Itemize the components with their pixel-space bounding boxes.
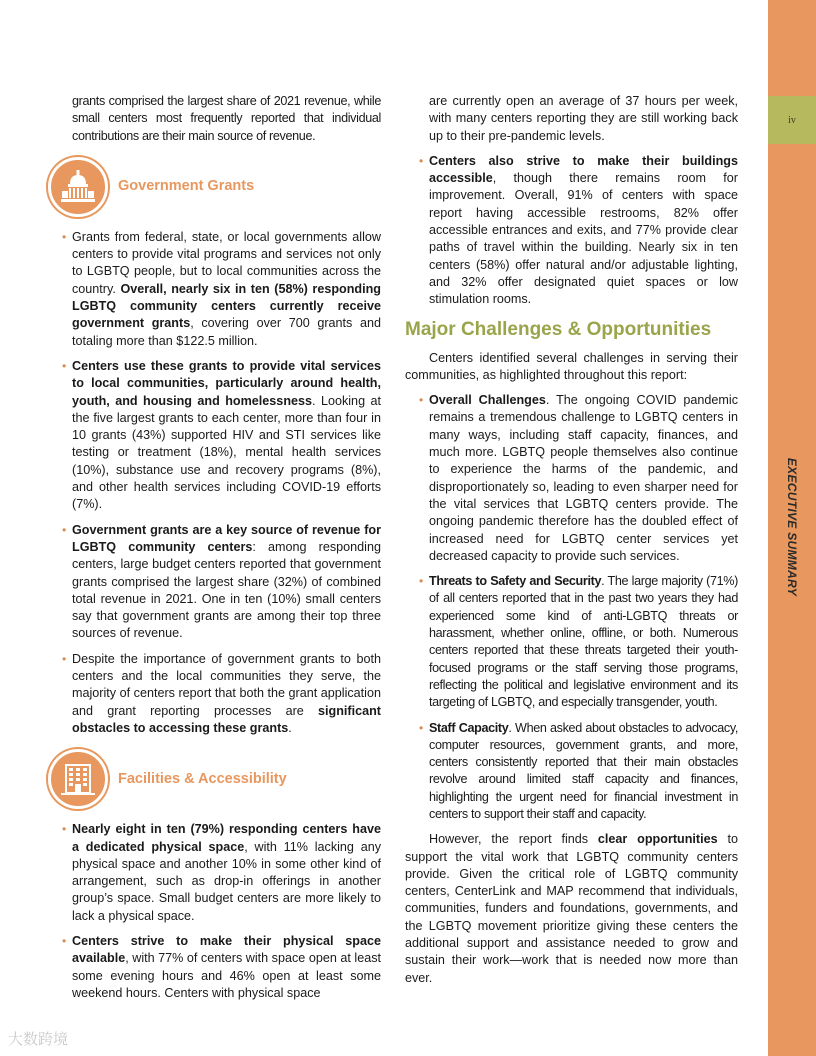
item-text: Despite the importance of government grants to both centers and the local communities they serve, the majority of centers report that both the grant application and grant reporting processes are (72, 651, 381, 718)
item-bold: Overall Challenges (429, 393, 546, 408)
item-text: . When asked about obstacles to advocacy, computer resources, government grants, and more, centers consistently reported that their main obstacles revolve around limited staff capacity and finances, highlighting the urgent need for financial investment in centers to support their staff and capacity. (429, 720, 738, 821)
item-bold: Government grants are a key source of revenue for LGBTQ community centers (72, 522, 381, 554)
item-text: Grants from federal, state, or local governments allow centers to provide vital programs and services not only to LGBTQ people, but to local communities across the country. (72, 229, 381, 296)
page-number-tab (768, 96, 816, 144)
item-bold: clear opportunities (597, 832, 718, 847)
capitol-building-icon (48, 157, 108, 217)
item-text: . Looking at the five largest grants to each center, more than four in 10 grants (43%) supported HIV and STI services like testing or treatment (18%), mental health services (10%), substance use and recovery programs (8%), and other health services including COVID-19 efforts (7%). (72, 393, 381, 512)
access-item-1 (405, 153, 738, 309)
item-bold: Centers use these grants to provide vital services to local communities, particularly around health, youth, and housing and homelessness (72, 358, 381, 408)
major-heading: Major Challenges & Opportunities (405, 318, 712, 340)
facilities-title: Facilities & Accessibility (118, 770, 287, 787)
major-intro: Centers identified several challenges in serving their communities, as highlighted throughout this report: (405, 350, 738, 382)
item-text: , covering over 700 grants and totaling more than $122.5 million. (72, 316, 381, 348)
closing-paragraph (405, 831, 738, 987)
item-bold: Nearly eight in ten (79%) responding centers have a dedicated physical space (72, 822, 381, 854)
item-text: to support the vital work that LGBTQ community centers provide. Given the critical role of LGBTQ community centers, CenterLink and MAP recommend that individuals, communities, funders and foundations, governments, and the LGBTQ movement prioritize giving these centers the additional support and assistance needed to grow and sustain their work—work that is needed now more than ever. (405, 832, 738, 985)
item-text: , though there remains room for improvement. Overall, 91% of centers with space report having accessible restrooms, 82% offer accessible entrances and exits, and 77% provide clear paths of travel within the building. Nearly six in ten centers (58%) offer natural and/or adjustable lighting, and 32% offer designated quiet spaces or low stimulation rooms. (429, 171, 738, 307)
item-bold: significant obstacles to accessing these grants (72, 703, 381, 735)
item-bold: Centers strive to make their physical space available (72, 933, 381, 966)
grants-title: Government Grants (118, 178, 255, 195)
continued-text: are currently open an average of 37 hours per week, with many centers reporting they are still working back up to their pre-pandemic levels. (429, 94, 738, 143)
item-text: . The large majority (71%) of all centers reported that in the past two years they had experienced some kind of anti-LGBTQ threats or harassment, whether online, offline, or both. Numerous centers reported that these threats targeted their youth-focused programs or the staff serving those programs, reflecting the political and legislative environment and its targeting of LGBTQ, and especially transgender, youth. (429, 574, 738, 710)
item-text: . (288, 720, 292, 735)
item-text: : among responding centers, large budget centers reported that government grants comprised the largest share (32%) of combined total revenue in 2021. One in ten (10%) small centers say that government grants are among their top three sources of revenue. (72, 539, 381, 641)
item-text: , with 11% lacking any physical space and another 10% in some other kind of arrangement, such as drop-in offerings in another group’s space. Small budget centers are more likely to lack a physical space. (72, 839, 382, 923)
item-bold: Overall, nearly six in ten (58%) responding LGBTQ community centers currently receive government grants (72, 281, 381, 331)
grants-list (72, 229, 381, 737)
grants-item-3 (72, 522, 381, 643)
access-list (405, 153, 738, 309)
grants-item-2 (72, 358, 381, 514)
item-text: However, the report finds (429, 832, 598, 847)
grants-item-1 (72, 229, 381, 350)
facilities-list (72, 821, 381, 1002)
challenge-item-2 (405, 573, 738, 711)
right-column (405, 93, 738, 987)
facilities-item-2 (72, 933, 381, 1002)
challenges-list (405, 392, 738, 823)
item-text: , with 77% of centers with space open at least some evening hours and 46% open at least some weekend hours. Centers with physical space (72, 951, 381, 1000)
grants-item-4 (72, 651, 381, 737)
item-bold: Staff Capacity (429, 720, 509, 735)
challenge-item-3 (405, 720, 738, 824)
building-icon (48, 749, 108, 809)
item-text: . The ongoing COVID pandemic remains a tremendous challenge to LGBTQ centers in many ways, including staff capacity, finances, and much more. LGBTQ people themselves also continue to experience the harms of the pandemic, and disproportionately so, leading to even sharper need for the vital services that LGBTQ centers provide. The ongoing pandemic therefore has the doubled effect of increased need for LGBTQ center services yet decreased capacity to provide such services. (429, 393, 738, 563)
intro-paragraph: grants comprised the largest share of 2021 revenue, while small centers most frequently reported that individual contributions are their main source of revenue. (72, 94, 381, 143)
watermark: 大数跨境 (8, 1031, 69, 1048)
item-bold: Threats to Safety and Security (429, 574, 602, 589)
item-bold: Centers also strive to make their buildings accessible (429, 153, 738, 186)
section-side-label: EXECUTIVE SUMMARY (785, 457, 799, 597)
facilities-header (48, 749, 381, 809)
challenge-item-1 (405, 392, 738, 565)
left-column (72, 93, 381, 1010)
facilities-item-1 (72, 821, 381, 925)
page-number: iv (788, 114, 796, 126)
grants-header (48, 157, 381, 217)
